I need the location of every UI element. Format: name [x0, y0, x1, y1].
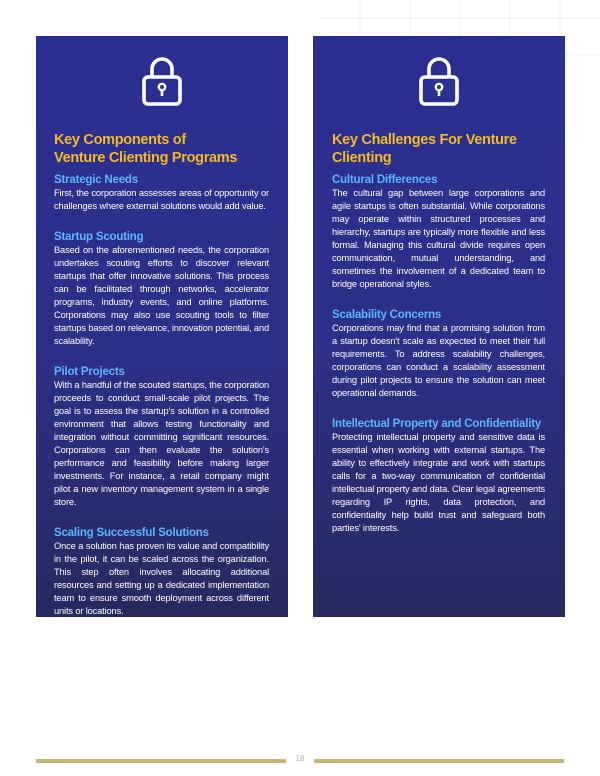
- components-title: Key Components of Venture Clienting Programs: [54, 132, 238, 166]
- section-body-strategic-needs: First, the corporation assesses areas of opportunity or challenges where external solutions would add value.: [54, 188, 269, 211]
- section-body-pilot-projects: With a handful of the scouted startups, the corporation proceeds to conduct small-scale pilot projects. The goal is to assess the startup's solution in a controlled environment that allows testing functionality and integration without committing significant resources. Corporations can then evaluate the solution's performance and feasibility before making larger investments. For instance, a retail company might pilot a new inventory management system in a single store.: [54, 380, 270, 507]
- components-panel: [36, 36, 288, 617]
- section-heading-pilot-projects: Pilot Projects: [54, 366, 125, 378]
- challenges-panel: [313, 36, 565, 617]
- section-body-ip-confidentiality: Protecting intellectual property and sensitive data is essential when working with external startups. The ability to effectively integrate and work with startups calls for a two-way communication of confidential intellectual property and data. Clear legal agreements regarding IP rights, data protection, and confidentiality help build trust and safeguard both parties' interests.: [332, 432, 545, 533]
- challenges-title: Key Challenges For Venture Clienting: [332, 132, 517, 166]
- section-body-scalability-concerns: Corporations may find that a promising solution from a startup doesn't scale as expected to meet their full requirements. To address scalability challenges, corporations can conduct a scalability assessment during pilot projects to ensure the solution can meet operational demands.: [332, 323, 545, 398]
- section-heading-scaling-solutions: Scaling Successful Solutions: [54, 527, 209, 539]
- footer-bar-right: [314, 759, 564, 763]
- section-body-startup-scouting: Based on the aforementioned needs, the corporation undertakes scouting efforts to discover relevant startups that offer innovative solutions. This process can be facilitated through networks, accelerator programs, industry events, and online platforms. Corporations may also use scouting tools to filter startups based on relevance, innovation potential, and scalability.: [54, 245, 269, 346]
- section-heading-startup-scouting: Startup Scouting: [54, 231, 144, 243]
- section-heading-cultural-differences: Cultural Differences: [332, 174, 438, 186]
- footer-bar-left: [36, 759, 286, 763]
- padlock-icon: [142, 54, 182, 106]
- padlock-icon: [419, 54, 459, 106]
- section-heading-scalability-concerns: Scalability Concerns: [332, 309, 442, 321]
- section-heading-ip-confidentiality: Intellectual Property and Confidentiality: [332, 418, 542, 430]
- page-number: 18: [295, 754, 305, 763]
- section-body-cultural-differences: The cultural gap between large corporations and agile startups is often substantial. While corporations may operate within structured processes and hierarchy, startups are typically more flexible and less formal. Managing this cultural divide requires open communication, mutual understanding, and sometimes the involvement of a dedicated team to bridge operational styles.: [332, 188, 545, 289]
- section-body-scaling-solutions: Once a solution has proven its value and compatibility in the pilot, it can be scaled across the organization. This step often involves allocating additional resources and setting up a dedicated implementation team to ensure smooth deployment across different units or locations.: [54, 541, 269, 616]
- section-heading-strategic-needs: Strategic Needs: [54, 174, 138, 186]
